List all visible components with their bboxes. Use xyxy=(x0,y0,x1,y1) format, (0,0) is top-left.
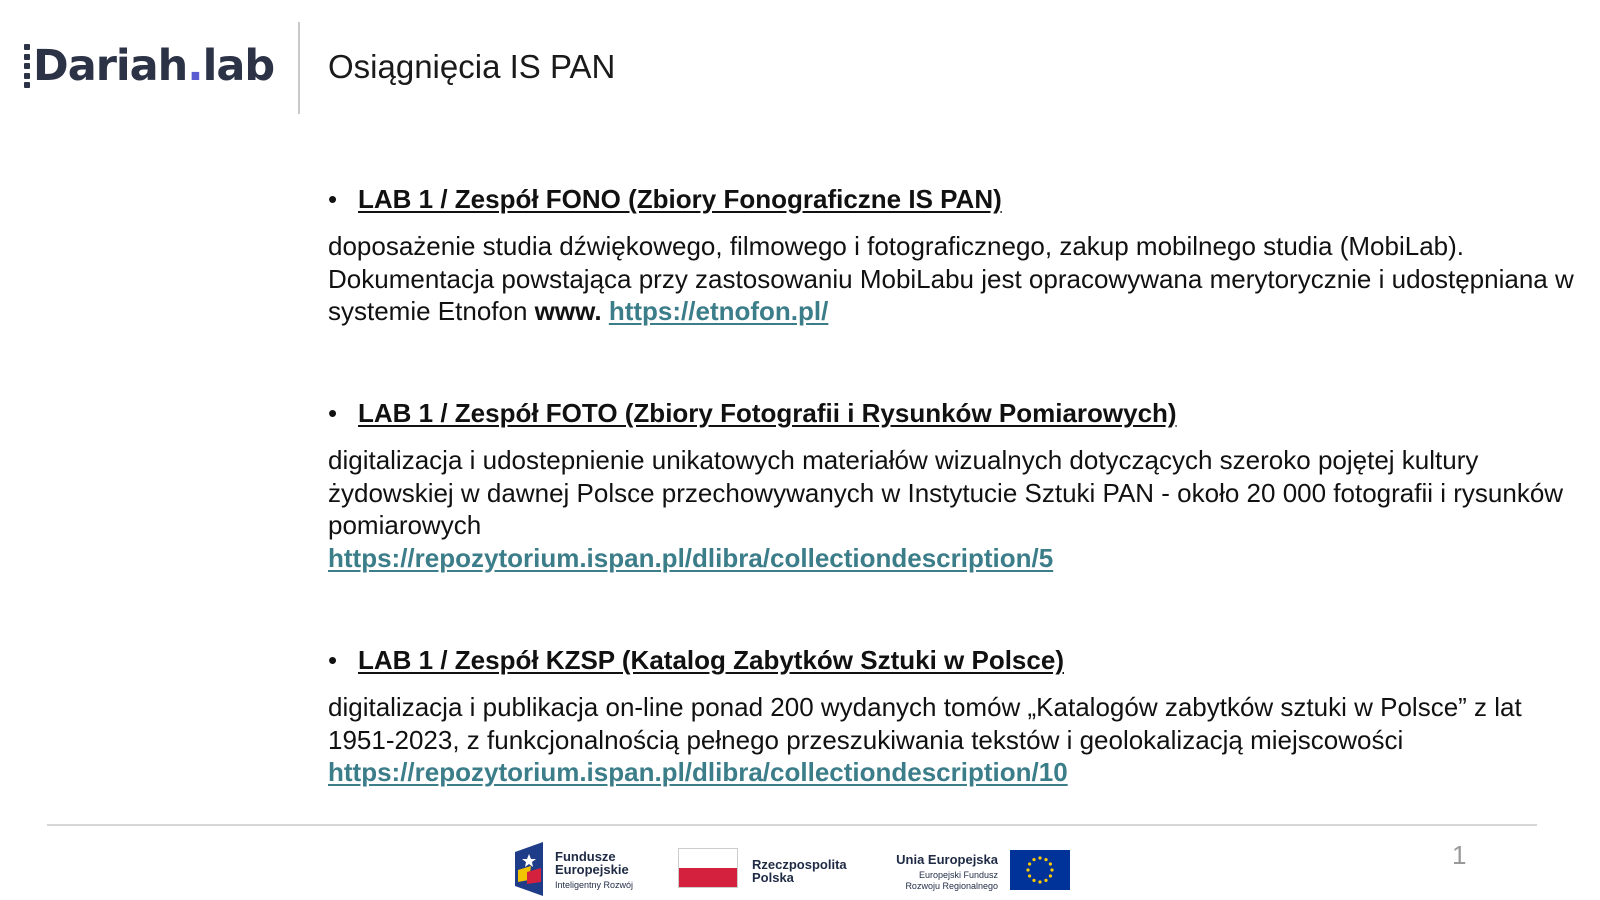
eu-flag-icon xyxy=(1010,850,1070,890)
section-body-kzsp xyxy=(328,691,1578,789)
section-title-fono: LAB 1 / Zespół FONO (Zbiory Fonograficzne IS PAN) xyxy=(358,184,1002,214)
section-title-foto: LAB 1 / Zespół FOTO (Zbiory Fotografii i Rysunków Pomiarowych) xyxy=(358,398,1177,428)
logo-dots-icon xyxy=(24,44,30,88)
bullet: • xyxy=(328,645,338,675)
section-foto xyxy=(328,396,1578,574)
section-text-kzsp: digitalizacja i publikacja on-line ponad 200 wydanych tomów „Katalogów zabytków sztuki w Polsce” z lat 1951-2023, z funkcjonalnością pełnego przeszukiwania tekstów i geolokalizacją miejscowości xyxy=(328,692,1522,755)
rzeczpospolita-polska-text: Rzeczpospolita Polska xyxy=(752,857,847,885)
fundusze-europejskie-text: Fundusze Europejskie Inteligentny Rozwój xyxy=(555,849,634,890)
slide-content xyxy=(328,182,1578,787)
dariah-lab-logo xyxy=(24,40,274,92)
unia-europejska-text: Unia Europejska Europejski Fundusz Rozwoju Regionalnego xyxy=(896,852,998,891)
repozytorium-link-10[interactable]: https://repozytorium.ispan.pl/dlibra/collectiondescription/10 xyxy=(328,757,1068,787)
logo-dot: . xyxy=(187,41,203,91)
section-text-foto: digitalizacja i udostepnienie unikatowych materiałów wizualnych dotyczących szeroko pojętej kultury żydowskiej w dawnej Polsce przechowywanych w Instytucie Sztuki PAN - około 20 000 fotografii i rysunków pomiarowych xyxy=(328,445,1564,540)
section-fono xyxy=(328,182,1578,328)
section-body-fono xyxy=(328,230,1578,328)
section-title-kzsp: LAB 1 / Zespół KZSP (Katalog Zabytków Sztuki w Polsce) xyxy=(358,645,1064,675)
page-title: Osiągnięcia IS PAN xyxy=(328,48,616,85)
section-kzsp xyxy=(328,643,1578,789)
section-body-foto xyxy=(328,444,1578,574)
bullet: • xyxy=(328,184,338,214)
logo-text: Dariah.lab xyxy=(33,41,275,91)
header-divider xyxy=(298,22,300,114)
bullet: • xyxy=(328,398,338,428)
fundusze-europejskie-icon xyxy=(515,842,543,896)
www-label: www. xyxy=(534,296,602,326)
page-number: 1 xyxy=(1452,840,1467,870)
section-text-fono: doposażenie studia dźwiękowego, filmowego i fotograficznego, zakup mobilnego studia (MobiLab). Dokumentacja powstająca przy zastosowaniu MobiLabu jest opracowywana merytorycznie i udostępniana w systemie Etnofon xyxy=(328,231,1574,326)
polish-flag-icon xyxy=(678,848,738,888)
repozytorium-link-5[interactable]: https://repozytorium.ispan.pl/dlibra/collectiondescription/5 xyxy=(328,542,1054,573)
footer-divider xyxy=(47,824,1537,826)
etnofon-link[interactable]: https://etnofon.pl/ xyxy=(608,296,829,326)
